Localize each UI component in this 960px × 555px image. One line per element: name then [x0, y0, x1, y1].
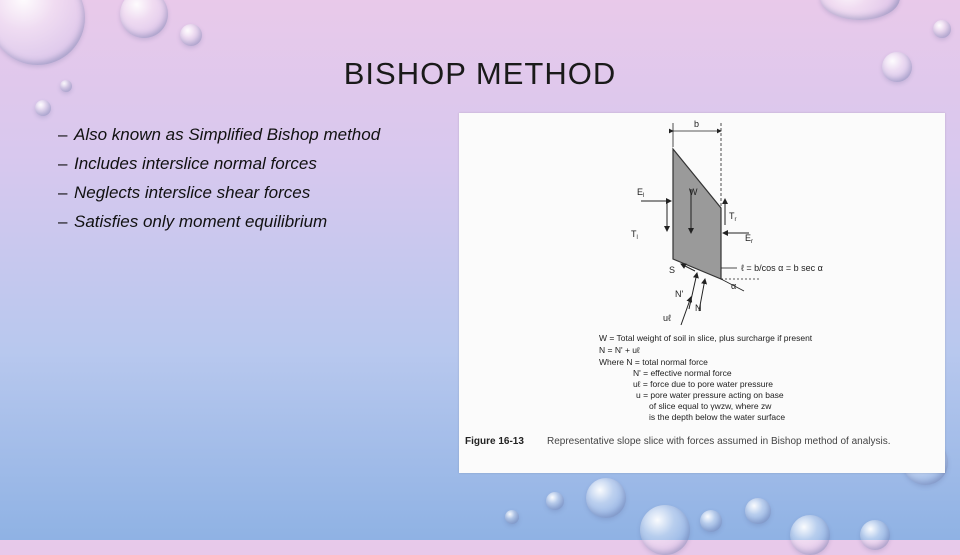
figure-caption-text: Representative slope slice with forces assumed in Bishop method of analysis.	[547, 436, 891, 447]
bullet-item: – Neglects interslice shear forces	[58, 178, 380, 207]
water-droplet	[180, 24, 202, 46]
alpha-label: α	[731, 281, 737, 291]
w-label: W	[689, 187, 698, 197]
slice-diagram	[459, 113, 945, 473]
water-droplet	[790, 515, 830, 555]
legend-line: N' = effective normal force	[633, 368, 732, 378]
ul-label: uℓ	[663, 313, 671, 323]
soil-slice	[673, 149, 721, 279]
svg-text:Tl: $T_l$	[631, 229, 638, 241]
water-droplet	[640, 505, 690, 555]
bullet-item: – Also known as Simplified Bishop method	[58, 120, 380, 149]
bishop-slice-figure	[459, 113, 945, 473]
pore-pressure-arrow	[681, 297, 691, 325]
legend-line: N = N' + uℓ	[599, 345, 640, 355]
water-droplet	[546, 492, 564, 510]
figure-caption-label: Figure 16-13	[465, 436, 524, 447]
legend-line: uℓ = force due to pore water pressure	[633, 379, 774, 389]
legend-line: W = Total weight of soil in slice, plus surcharge if present	[599, 333, 813, 343]
n-prime-label: N'	[675, 289, 684, 299]
water-droplet	[860, 520, 890, 550]
figure-legend	[599, 333, 813, 422]
bullet-list	[58, 120, 380, 236]
svg-text:Er: $E_r$	[745, 233, 754, 245]
legend-line: of slice equal to γwzw, where zw	[649, 401, 772, 411]
water-droplet	[820, 0, 900, 20]
t-left-label: T	[631, 229, 637, 239]
bullet-item: – Satisfies only moment equilibrium	[58, 207, 380, 236]
svg-text:Tr: $T_r$	[729, 211, 737, 223]
svg-text:El: $E_l$	[637, 187, 645, 199]
b-label: b	[694, 119, 700, 129]
water-droplet	[35, 100, 51, 116]
bullet-item: – Includes interslice normal forces	[58, 149, 380, 178]
water-droplet	[505, 510, 519, 524]
e-left-label: E	[637, 187, 644, 197]
water-droplet	[745, 498, 771, 524]
water-droplet	[586, 478, 626, 518]
s-label: S	[669, 265, 676, 275]
slide-title: BISHOP METHOD	[343, 56, 617, 91]
legend-line: u = pore water pressure acting on base	[636, 390, 784, 400]
water-droplet	[120, 0, 168, 38]
e-right-label: E	[745, 233, 752, 243]
legend-line: is the depth below the water surface	[649, 412, 786, 422]
t-right-label: T	[729, 211, 735, 221]
water-droplet	[933, 20, 951, 38]
n-label: N	[695, 303, 702, 313]
length-equation: ℓ = b/cos α = b sec α	[741, 263, 823, 273]
water-droplet	[700, 510, 722, 532]
legend-line: Where N = total normal force	[599, 357, 708, 367]
